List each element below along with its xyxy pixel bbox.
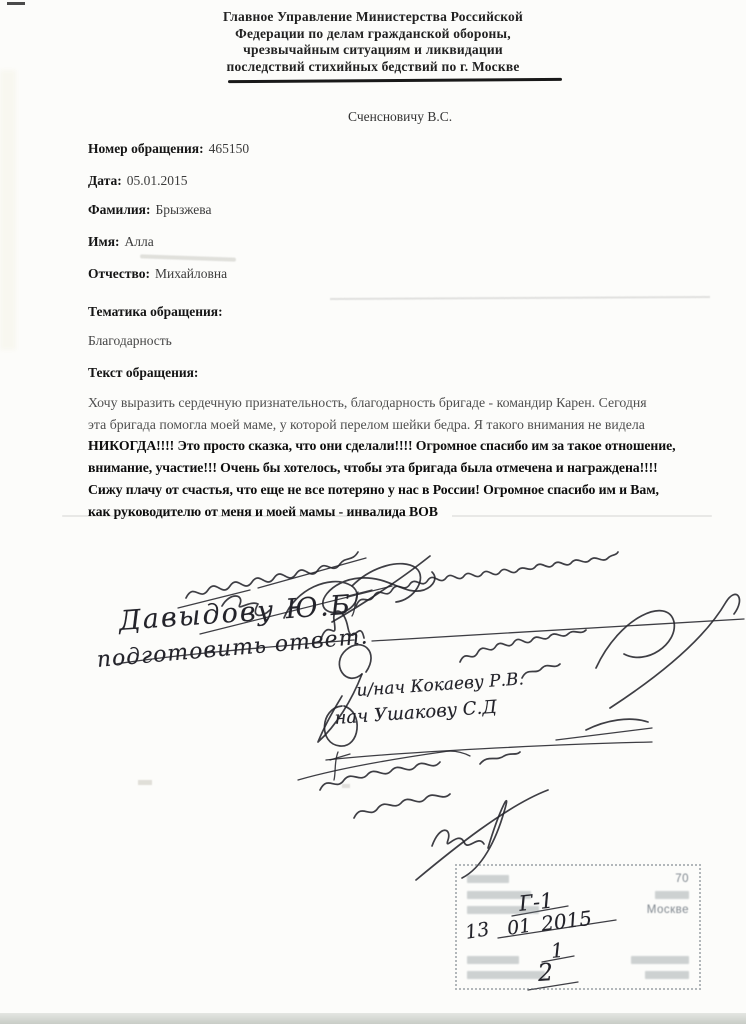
stamp-faded-text — [467, 971, 545, 979]
letterhead-line: последствий стихийных бедствий по г. Москве — [226, 58, 520, 74]
scan-bottom-edge — [0, 1013, 746, 1024]
body-line: НИКОГДА!!!! Это просто сказка, что они сделали!!!! Огромное спасибо им за такое отношение, — [88, 438, 676, 454]
field-label: Отчество: — [88, 266, 150, 281]
handwritten-ushakov: нач Ушакову С.Д — [333, 696, 498, 729]
body-line: внимание, участие!!! Очень бы хотелось, чтобы эта бригада была отмечена и награждена!!!! — [88, 460, 658, 476]
letterhead-line: Федерации по делам гражданской обороны, — [235, 25, 511, 41]
stamp-handwritten-year: 2015 — [539, 905, 594, 936]
stamp-faded-text — [631, 956, 689, 964]
stamp-handwritten-line2: 2 — [536, 957, 555, 987]
letterhead-line: Главное Управление Министерства Российской — [223, 9, 523, 24]
stamp-handwritten-day: 13 — [463, 918, 492, 944]
resolution-scrawl-bottom — [298, 751, 520, 818]
stamp-faded-text — [467, 956, 519, 964]
stamp-faded-text — [655, 891, 689, 899]
field-label: Номер обращения: — [88, 141, 204, 156]
field-value: Михайловна — [154, 266, 228, 281]
stamp-row — [467, 969, 689, 981]
stamp-number: 70 — [675, 873, 689, 885]
cursive-line-right — [348, 552, 618, 616]
handwritten-podgotovit-otvet: подготовить ответ. — [95, 624, 370, 673]
handwritten-davydovu: Давыдову Ю.Б — [117, 589, 354, 637]
stamp-row — [467, 889, 689, 901]
field-value: Алла — [124, 234, 154, 249]
scan-speck — [342, 784, 350, 788]
field-label: Дата: — [88, 173, 122, 188]
field-value: 465150 — [208, 141, 250, 156]
scan-speck — [138, 780, 152, 785]
stamp-faded-text — [645, 971, 689, 979]
field-label: Фамилия: — [88, 202, 151, 217]
body-line: Хочу выразить сердечную признательность, благодарность бригаде - командир Карен. Сегодня — [88, 395, 647, 410]
letterhead-rule — [228, 78, 562, 83]
scan-edge-noise — [0, 70, 16, 350]
scan-smudge — [140, 254, 236, 261]
body-line: Сижу плачу от счастья, что еще не все потеряно у нас в России! Огромное спасибо им и Вам, — [88, 481, 659, 497]
letterhead-line: чрезвычайным ситуациям и ликвидации — [243, 42, 503, 57]
letterhead — [0, 9, 746, 75]
body-line: как руководителю от меня и моей мамы - инвалида ВОВ — [88, 503, 438, 519]
stamp-row — [467, 873, 689, 885]
stamp-faded-text — [467, 875, 509, 883]
appeal-text — [88, 392, 676, 522]
stamp-row — [467, 954, 689, 966]
stamp-city: Москве — [646, 904, 689, 916]
field-value: 05.01.2015 — [126, 173, 188, 188]
topic-label: Тематика обращения: — [88, 304, 223, 319]
scan-streak — [330, 296, 710, 300]
body-label: Текст обращения: — [88, 365, 199, 380]
addressee: Сченсновичу В.С. — [348, 109, 453, 124]
stamp-handwritten-month: 01 — [505, 914, 533, 940]
field-date — [88, 174, 187, 188]
topic-value: Благодарность — [88, 333, 172, 348]
body-line: эта бригада помогла моей маме, у которой перелом шейки бедра. Я такого внимания не видела — [88, 416, 645, 432]
stamp-handwritten-line1: 1 — [549, 937, 565, 963]
stamp-handwritten-index: Г-1 — [517, 888, 555, 916]
field-value: Брызжева — [155, 202, 212, 217]
handwritten-kokaev: и/нач Кокаеву Р.В. — [355, 669, 525, 701]
field-surname — [88, 203, 211, 217]
field-firstname — [88, 235, 154, 249]
field-label: Имя: — [88, 234, 120, 249]
field-patronymic — [88, 267, 227, 281]
field-request-number — [88, 142, 249, 156]
scan-artifact-dash — [7, 2, 25, 5]
